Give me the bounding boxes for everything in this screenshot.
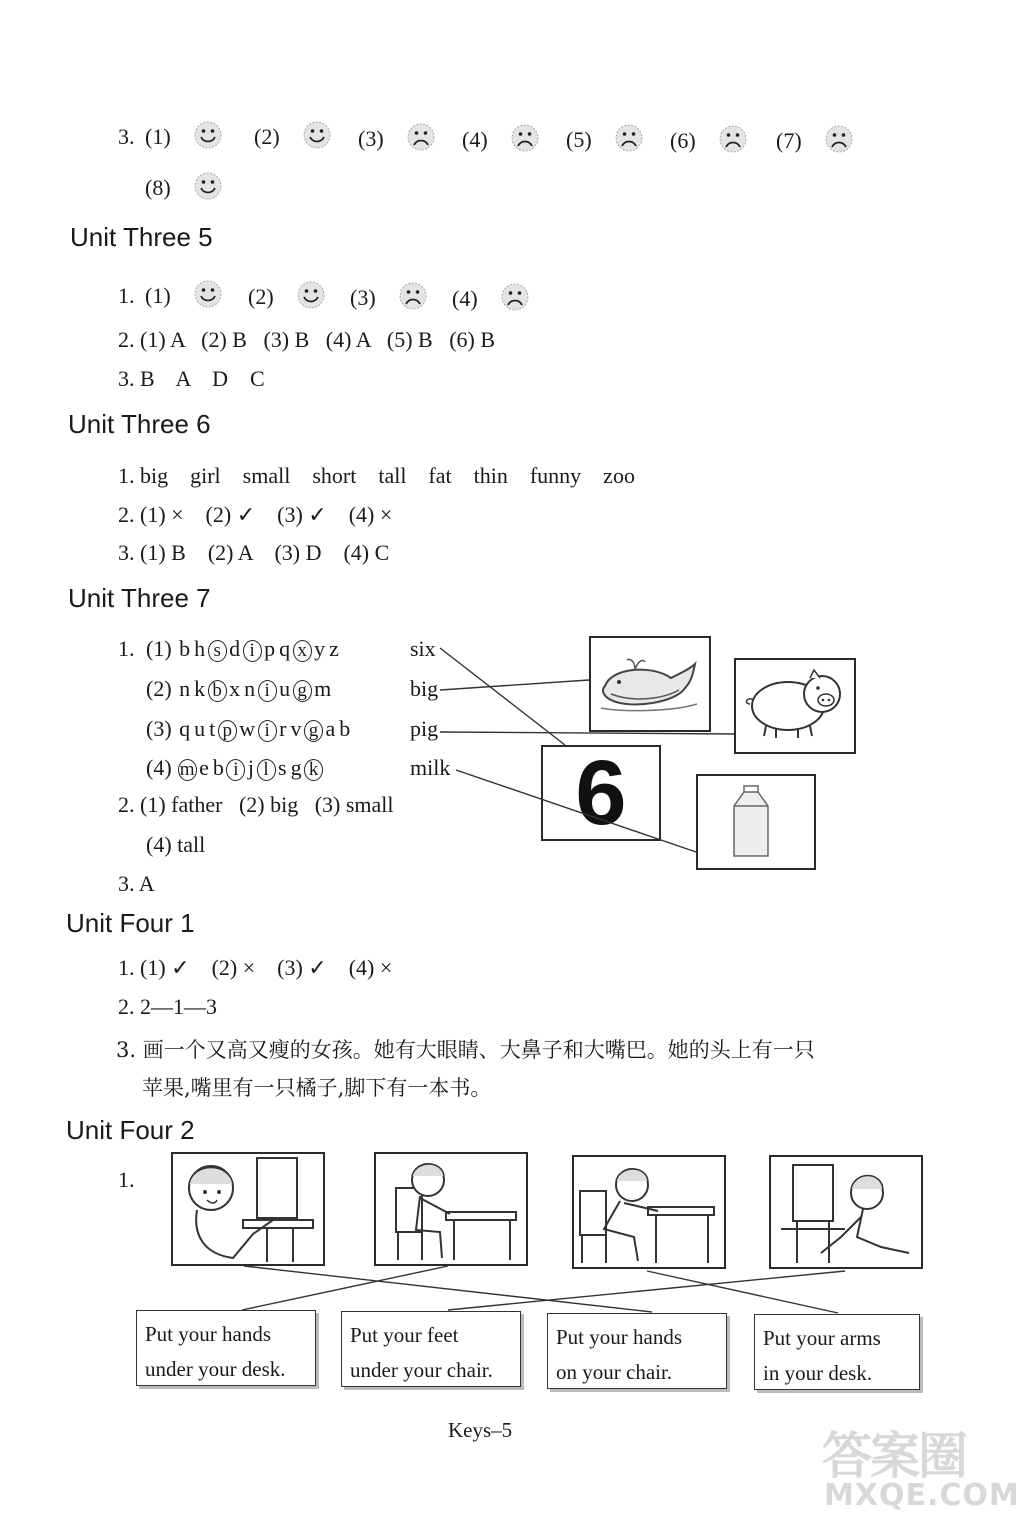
circled-letter: k [304, 759, 323, 781]
answer-number-label: (3) [350, 285, 376, 310]
instruction-line: under your desk. [145, 1357, 286, 1381]
answer-number-label: (2) [248, 284, 274, 309]
word-big: big [410, 676, 439, 701]
letter: n [179, 676, 191, 701]
match-line-b [242, 1266, 448, 1310]
section-title: Unit Four 1 [66, 908, 195, 938]
instruction-line: Put your hands [556, 1325, 682, 1349]
circled-letter: i [226, 759, 245, 781]
answer-number-label: (6) [670, 128, 696, 153]
match-line-pig [440, 732, 734, 734]
question-number: 3. [118, 124, 135, 149]
circled-letter: l [257, 759, 276, 781]
circled-letter: i [243, 640, 262, 662]
letter: t [209, 716, 216, 741]
letter: m [314, 676, 332, 701]
answer-line: 3. (1) B (2) A (3) D (4) C [118, 540, 390, 565]
answer-line: 3. B A D C [118, 366, 265, 391]
answer-line: 2. (1) A (2) B (3) B (4) A (5) B (6) B [118, 327, 496, 352]
chinese-answer-line: 3. 画一个又高又瘦的女孩。她有大眼睛、大鼻子和大嘴巴。她的头上有一只 [116, 1038, 815, 1062]
letter: r [279, 716, 287, 741]
word-milk: milk [410, 755, 451, 780]
letter: j [247, 755, 255, 780]
letter: s [278, 755, 287, 780]
answer-line: 1. big girl small short tall fat thin funny zoo [118, 463, 635, 488]
answer-number-label: (4) [452, 286, 478, 311]
word-six: six [410, 636, 436, 661]
circled-letter: m [178, 759, 197, 781]
match-line-six [440, 648, 565, 745]
match-line-milk [456, 770, 696, 852]
letter: z [329, 636, 339, 661]
circled-letter: x [293, 640, 312, 662]
answer-line: 2. (1) father (2) big (3) small [118, 792, 394, 817]
circled-letter: s [208, 640, 227, 662]
instruction-line: Put your hands [145, 1322, 271, 1346]
letter: w [239, 716, 256, 741]
circled-letter: p [218, 720, 237, 742]
letter: b [339, 716, 351, 741]
circled-letter: b [208, 680, 227, 702]
letter: p [264, 636, 276, 661]
answer-number-label: (5) [566, 127, 592, 152]
letter: e [199, 755, 209, 780]
letter: g [290, 755, 302, 780]
match-line-c [647, 1271, 838, 1313]
watermark-logo: 答案圈 [822, 1427, 966, 1485]
answer-number-label: (1) [145, 283, 171, 308]
match-line-a [244, 1266, 652, 1312]
letter: x [229, 676, 241, 701]
section-title: Unit Three 6 [68, 409, 211, 439]
chinese-answer-line: 苹果,嘴里有一只橘子,脚下有一本书。 [142, 1076, 492, 1100]
number-six-glyph: 6 [575, 742, 627, 844]
letter-row-label: (3) [146, 716, 178, 741]
page-label: Keys–5 [448, 1418, 513, 1442]
section-title: Unit Three 5 [70, 222, 213, 252]
instruction-line: Put your feet [350, 1323, 459, 1347]
letter: b [179, 636, 191, 661]
circled-letter: i [258, 720, 277, 742]
letter: n [244, 676, 256, 701]
letter: d [229, 636, 241, 661]
circled-letter: g [304, 720, 323, 742]
match-line-d [448, 1271, 845, 1310]
letter: u [279, 676, 291, 701]
instruction-line: Put your arms [763, 1326, 881, 1350]
letter: h [194, 636, 206, 661]
question-number: 1. [118, 636, 135, 661]
answer-number-label: (7) [776, 128, 802, 153]
answer-number-label: (2) [254, 124, 280, 149]
circled-letter: g [293, 680, 312, 702]
watermark-url: MXQE.COM [824, 1478, 1020, 1513]
letter: q [279, 636, 291, 661]
answer-line: 1. (1) ✓ (2) × (3) ✓ (4) × [118, 955, 393, 980]
answer-line: 2. (1) × (2) ✓ (3) ✓ (4) × [118, 502, 393, 527]
letter: b [212, 755, 224, 780]
letter-row-label: (2) [146, 676, 178, 701]
match-line-big [440, 680, 589, 690]
section-title: Unit Four 2 [66, 1115, 195, 1145]
answer-number-label: (8) [145, 175, 171, 200]
letter: q [179, 716, 191, 741]
letter: a [325, 716, 336, 741]
letter-row-label: (1) [146, 636, 178, 661]
section-title: Unit Three 7 [68, 583, 211, 613]
letter: k [194, 676, 206, 701]
circled-letter: i [258, 680, 277, 702]
letter: y [314, 636, 326, 661]
question-number: 1. [118, 1167, 135, 1192]
answer-line: 2. 2—1—3 [118, 994, 217, 1019]
answer-number-label: (1) [145, 124, 171, 149]
instruction-line: in your desk. [763, 1361, 873, 1385]
answer-line: (4) tall [146, 832, 206, 857]
instruction-line: under your chair. [350, 1358, 493, 1382]
letter: u [194, 716, 206, 741]
letter-row-label: (4) [146, 755, 178, 780]
answer-number-label: (3) [358, 126, 384, 151]
question-number: 1. [118, 283, 135, 308]
letter: v [290, 716, 302, 741]
answer-line: 3. A [118, 871, 155, 896]
word-pig: pig [410, 716, 439, 741]
instruction-line: on your chair. [556, 1360, 673, 1384]
answer-number-label: (4) [462, 127, 488, 152]
